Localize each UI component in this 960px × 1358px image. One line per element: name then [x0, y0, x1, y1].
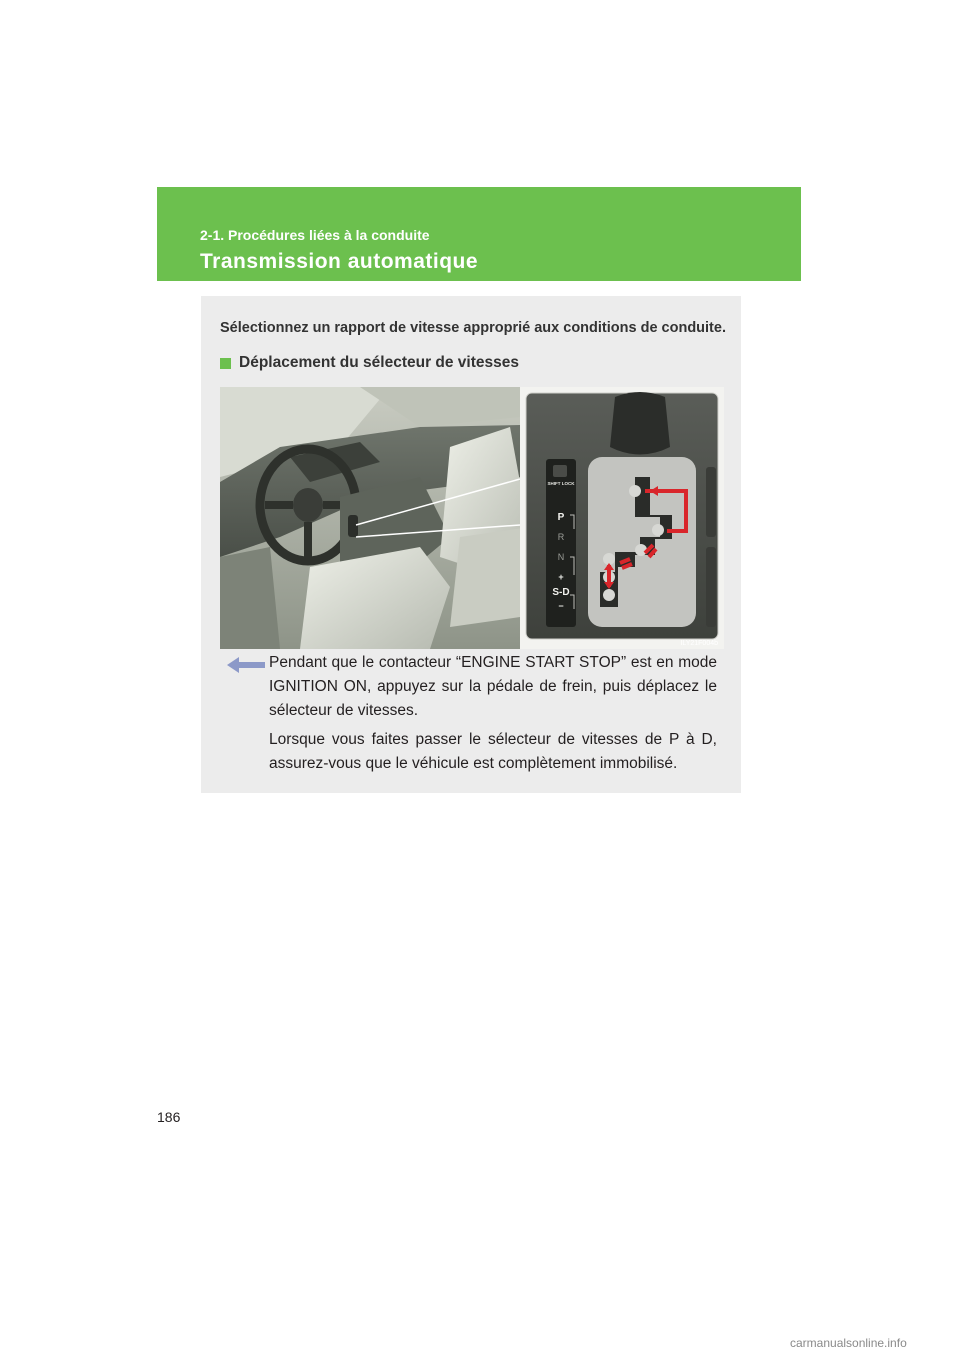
gear-r-label: R [557, 532, 565, 542]
instruction-paragraph-1: Pendant que le contacteur “ENGINE START STOP” est en mode IGNITION ON, appuyez sur la pédale de frein, puis déplacez le sélecteur de vitesses. [269, 654, 717, 719]
gear-minus-label: − [558, 601, 564, 611]
content-panel [201, 296, 741, 793]
section-label: 2-1. Procédures liées à la conduite [200, 227, 430, 243]
chapter-header [157, 187, 801, 281]
shift-lever-illustration [220, 387, 724, 649]
left-arrow-icon [227, 657, 265, 673]
shift-lock-label: SHIFT LOCK [547, 481, 575, 486]
gear-n-label: N [557, 552, 565, 562]
intro-text: Sélectionnez un rapport de vitesse approprié aux conditions de conduite. [220, 320, 726, 336]
subheading [220, 354, 519, 372]
gear-sd-label: S-D [552, 587, 570, 598]
figure-code: ILY21F004b [680, 640, 718, 647]
subheading-text: Déplacement du sélecteur de vitesses [239, 354, 519, 371]
page-title: Transmission automatique [200, 250, 479, 273]
green-square-icon [220, 358, 231, 369]
gear-plus-label: + [558, 572, 564, 582]
illustration-svg [220, 387, 724, 649]
instruction-paragraph-2: Lorsque vous faites passer le sélecteur de vitesses de P à D, assurez-vous que le véhicule est complètement immobilisé. [269, 731, 717, 772]
page-number: 186 [157, 1109, 181, 1125]
footer-watermark[interactable]: carmanualsonline.info [790, 1336, 907, 1350]
gear-p-label: P [557, 512, 565, 523]
